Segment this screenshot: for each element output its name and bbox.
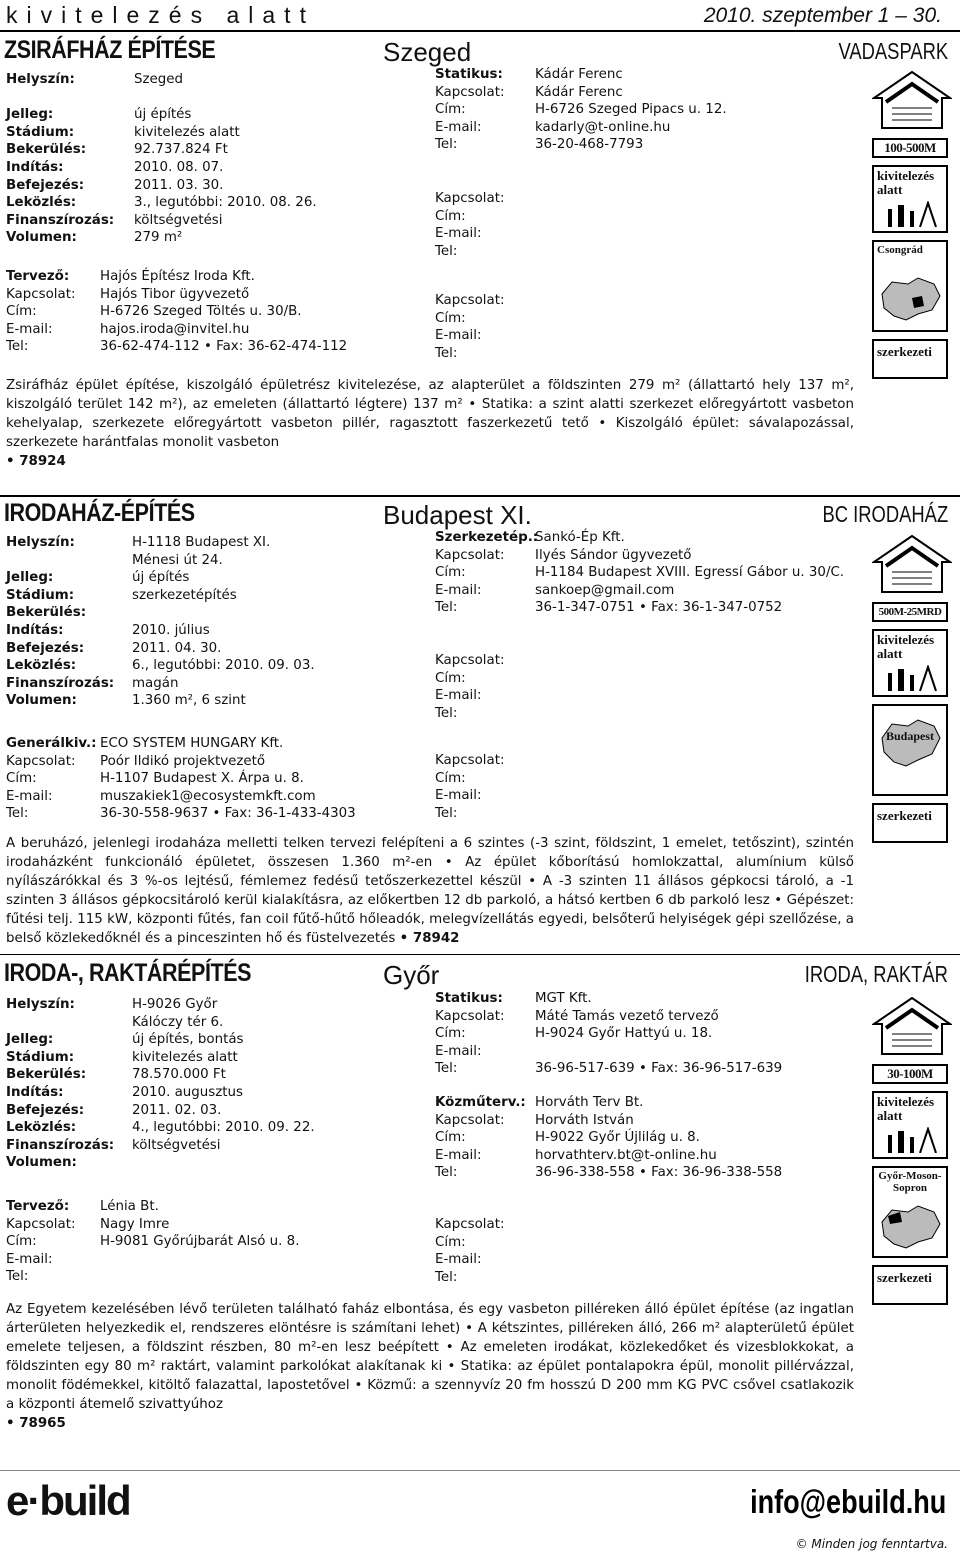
contact-label: Cím:	[435, 1234, 466, 1250]
stage-badge	[872, 165, 948, 233]
detail-value: új építés, bontás	[132, 1032, 244, 1048]
type-badge: szerkezeti	[872, 803, 948, 843]
stage-label: kivitelezés alatt	[877, 1094, 935, 1123]
detail-value: magán	[132, 675, 179, 691]
contact-label: Cím:	[435, 670, 466, 686]
contact-value: Hajós Építész Iroda Kft.	[100, 269, 255, 284]
detail-value: Kálóczy tér 6.	[132, 1014, 224, 1030]
contact-label: Kapcsolat:	[435, 84, 505, 100]
detail-label: Befejezés:	[6, 640, 85, 656]
contact-value: H-9022 Győr Újlilág u. 8.	[535, 1130, 700, 1146]
detail-label: Befejezés:	[6, 177, 85, 193]
stage-label: kivitelezés alatt	[877, 632, 935, 661]
project-description	[6, 376, 854, 471]
project-tag: VADASPARK	[838, 38, 948, 64]
detail-value: kivitelezés alatt	[132, 1049, 238, 1065]
contact-value: Nagy Imre	[100, 1216, 170, 1232]
badge-column	[872, 532, 952, 850]
detail-value: 2010. július	[132, 622, 210, 638]
region-badge	[872, 1166, 948, 1258]
contact-label: E-mail:	[435, 688, 482, 704]
detail-label: Finanszírozás:	[6, 212, 115, 228]
contact-label: Tervező:	[6, 269, 70, 284]
detail-value: költségvetési	[132, 1137, 221, 1153]
region-badge	[872, 240, 948, 332]
contact-label: Kapcsolat:	[6, 1216, 76, 1232]
project-title: ZSIRÁFHÁZ ÉPÍTÉSE	[4, 36, 216, 64]
contact-label: Cím:	[6, 771, 37, 787]
size-badge: 100-500M	[872, 138, 948, 158]
detail-value: 3., legutóbbi: 2010. 08. 26.	[134, 195, 317, 211]
detail-label: Stádium:	[6, 587, 75, 603]
contact-value: 36-96-338-558 • Fax: 36-96-338-558	[535, 1165, 783, 1181]
contact-value: Sankó-Ép Kft.	[535, 530, 625, 545]
region-label: Csongrád	[877, 244, 923, 256]
contact-value: sankoep@gmail.com	[535, 582, 675, 598]
detail-value: 2011. 04. 30.	[132, 640, 222, 656]
contact-label: Cím:	[435, 208, 466, 224]
stage-badge	[872, 629, 948, 697]
detail-value: szerkezetépítés	[132, 587, 237, 603]
contact-block	[435, 1094, 782, 1182]
contact-value: H-6726 Szeged Pipacs u. 12.	[535, 102, 727, 118]
contact-block	[435, 529, 844, 617]
section-divider	[0, 954, 960, 955]
contact-value: 36-96-517-639 • Fax: 36-96-517-639	[535, 1061, 783, 1077]
contact-label: Cím:	[435, 102, 466, 118]
contact-label: Statikus:	[435, 67, 503, 82]
contact-label: E-mail:	[435, 1252, 482, 1268]
detail-label: Helyszín:	[6, 535, 75, 550]
contact-block	[6, 1198, 299, 1286]
contact-label: Tel:	[435, 600, 458, 616]
project-city: Budapest XI.	[383, 500, 532, 530]
contact-label: Kapcsolat:	[435, 653, 505, 668]
project-tag: IRODA, RAKTÁR	[804, 961, 948, 987]
contact-label: Tel:	[435, 1269, 458, 1285]
reference-number: • 78965	[6, 1416, 66, 1431]
detail-label: Finanszírozás:	[6, 1137, 115, 1153]
contact-value: muszakiek1@ecosystemkft.com	[100, 788, 316, 804]
detail-value: 2010. augusztus	[132, 1084, 243, 1100]
contact-block	[435, 292, 535, 362]
contact-label: Generálkiv.:	[6, 736, 97, 751]
contact-block	[435, 752, 535, 822]
detail-label: Bekerülés:	[6, 605, 87, 621]
contact-value: 36-62-474-112 • Fax: 36-62-474-112	[100, 339, 348, 355]
contact-value: H-9024 Győr Hattyú u. 18.	[535, 1026, 713, 1042]
detail-label: Leközlés:	[6, 1120, 77, 1136]
detail-label: Indítás:	[6, 1084, 64, 1100]
section-divider	[0, 495, 960, 497]
project-description	[6, 1300, 854, 1433]
stage-badge	[872, 1091, 948, 1159]
contact-label: Kapcsolat:	[435, 293, 505, 308]
contact-label: Cím:	[435, 770, 466, 786]
contact-label: Cím:	[435, 1130, 466, 1146]
detail-label: Bekerülés:	[6, 1067, 87, 1083]
header-date: 2010. szeptember 1 – 30.	[703, 4, 942, 27]
contact-label: E-mail:	[6, 321, 53, 337]
contact-label: Statikus:	[435, 991, 503, 1006]
contact-label: Tervező:	[6, 1199, 70, 1214]
copyright-notice: © Minden jog fenntartva.	[795, 1537, 948, 1551]
detail-value: új építés	[132, 570, 190, 586]
contact-label: Tel:	[6, 339, 29, 355]
detail-label: Leközlés:	[6, 658, 77, 674]
project-tag: BC IRODAHÁZ	[822, 501, 948, 527]
header-rule	[0, 30, 960, 32]
contact-value: MGT Kft.	[535, 991, 592, 1006]
contact-value: H-9081 Győrújbarát Alsó u. 8.	[100, 1234, 300, 1250]
region-label: Budapest	[885, 729, 935, 743]
house-icon	[872, 994, 952, 1104]
region-label: Győr-Moson-Sopron	[878, 1170, 942, 1194]
contact-value: ECO SYSTEM HUNGARY Kft.	[100, 736, 284, 751]
contact-label: Tel:	[6, 1269, 29, 1285]
project-details	[6, 996, 315, 1172]
detail-value: Ménesi út 24.	[132, 552, 223, 568]
contact-label: Kapcsolat:	[6, 286, 76, 302]
contact-label: Kapcsolat:	[435, 1008, 505, 1024]
detail-value: 78.570.000 Ft	[132, 1067, 226, 1083]
contact-value: H-6726 Szeged Töltés u. 30/B.	[100, 304, 302, 320]
detail-label: Jelleg:	[6, 1032, 54, 1048]
contact-label: E-mail:	[6, 1251, 53, 1267]
contact-label: E-mail:	[435, 1147, 482, 1163]
detail-label: Helyszín:	[6, 72, 75, 87]
stage-label: kivitelezés alatt	[877, 168, 935, 197]
type-badge: szerkezeti	[872, 1265, 948, 1305]
detail-label: Indítás:	[6, 622, 64, 638]
contact-block	[435, 990, 782, 1078]
contact-value: Lénia Bt.	[100, 1199, 159, 1214]
project-city: Szeged	[383, 37, 472, 67]
contact-value: 36-1-347-0751 • Fax: 36-1-347-0752	[535, 600, 783, 616]
detail-label: Stádium:	[6, 124, 75, 140]
detail-value: 2011. 03. 30.	[134, 177, 224, 193]
detail-value: H-1118 Budapest XI.	[132, 535, 271, 550]
detail-value: 4., legutóbbi: 2010. 09. 22.	[132, 1120, 315, 1136]
detail-value: 6., legutóbbi: 2010. 09. 03.	[132, 658, 315, 674]
detail-value: 279 m²	[134, 230, 183, 246]
description-text: Az Egyetem kezelésében lévő területen található faház elbontása, és egy vasbeton pilléreken álló épület építése (az ingatlan árterületen helyezkedik el, rendszeres elöntésre is számítani lehet) • A kétszintes, pilléreken álló, 266 m² alapterületű épület emelete teljesen, a földszint részben, 80 m²-en lesz beépített • Az emeleten irodákat, közlekedőket és vizesblokkokat, a földszinten egy 80 m² raktárt, valamint parkolókat alakítanak ki • Statika: az épület pontalapokra épül, monolit pillérvázzal, monolit födémekkel, kitöltő falazattal, lapostetővel • Közmű: a szennyvíz 20 fm hosszú D 200 mm KG PVC csővel csatlakozik a központi átemelő szivattyúhoz	[6, 1302, 854, 1412]
contact-label: E-mail:	[435, 582, 482, 598]
contact-value: Horváth István	[535, 1112, 634, 1128]
contact-value: Poór Ildikó projektvezető	[100, 753, 266, 769]
contact-label: E-mail:	[435, 1043, 482, 1059]
contact-label: Tel:	[435, 345, 458, 361]
contact-value: Máté Tamás vezető tervező	[535, 1008, 719, 1024]
contact-value: 36-20-468-7793	[535, 137, 644, 153]
contact-value: Hajós Tibor ügyvezető	[100, 286, 250, 302]
contact-label: E-mail:	[6, 788, 53, 804]
description-text: Zsiráfház épület építése, kiszolgáló épületrész kivitelezése, az alapterület a földszinten 279 m² (állattartó hely 137 m², kiszolgáló terület 142 m²), az emeleten (állattartó légtere) 137 m² • Statika: a szint alatti szerkezet előregyártott vasbeton kehelyalap, szerkezete előregyártott vasbeton pillér, ragasztott faszerkezetű tető • Kiszolgáló épület: sávalapozással, szerkezete harántfalas monolit vasbeton	[6, 378, 854, 450]
footer-divider	[0, 1470, 960, 1471]
region-badge	[872, 704, 948, 796]
contact-label: Tel:	[435, 705, 458, 721]
detail-value: Szeged	[134, 72, 184, 87]
contact-label: E-mail:	[435, 328, 482, 344]
detail-label: Leközlés:	[6, 195, 77, 211]
detail-value: 1.360 m², 6 szint	[132, 693, 246, 709]
contact-label: Kapcsolat:	[435, 191, 505, 206]
contact-label: Közműterv.:	[435, 1095, 526, 1110]
detail-label: Befejezés:	[6, 1102, 85, 1118]
header-status: kivitelezés alatt	[6, 2, 315, 28]
detail-label: Bekerülés:	[6, 142, 87, 158]
contact-label: Tel:	[435, 805, 458, 821]
detail-label: Stádium:	[6, 1049, 75, 1065]
detail-label: Finanszírozás:	[6, 675, 115, 691]
contact-value: Kádár Ferenc	[535, 67, 623, 82]
contact-block	[435, 66, 727, 154]
detail-value: 2010. 08. 07.	[134, 159, 224, 175]
contact-label: E-mail:	[435, 788, 482, 804]
detail-value: 2011. 02. 03.	[132, 1102, 222, 1118]
reference-number: • 78942	[399, 931, 460, 946]
house-icon	[872, 532, 952, 642]
contact-value: horvathterv.bt@t-online.hu	[535, 1147, 717, 1163]
detail-label: Volumen:	[6, 1155, 77, 1171]
detail-value: H-9026 Győr	[132, 997, 218, 1012]
contact-label: Kapcsolat:	[435, 753, 505, 768]
contact-label: Cím:	[435, 310, 466, 326]
project-description	[6, 834, 854, 948]
detail-label: Jelleg:	[6, 107, 54, 123]
contact-email-link[interactable]: info@ebuild.hu	[749, 1483, 946, 1520]
contact-label: Tel:	[435, 1165, 458, 1181]
project-title: IRODA-, RAKTÁRÉPÍTÉS	[4, 959, 252, 987]
badge-column	[872, 994, 952, 1312]
contact-block	[435, 1216, 535, 1286]
type-badge: szerkezeti	[872, 339, 948, 379]
contact-block	[6, 268, 347, 356]
contact-block	[435, 190, 535, 260]
contact-value: H-1107 Budapest X. Árpa u. 8.	[100, 771, 304, 787]
detail-value: 92.737.824 Ft	[134, 142, 228, 158]
project-title: IRODAHÁZ-ÉPÍTÉS	[4, 499, 195, 527]
contact-label: E-mail:	[435, 226, 482, 242]
contact-label: Cím:	[435, 1026, 466, 1042]
contact-label: Tel:	[435, 1061, 458, 1077]
contact-value: H-1184 Budapest XVIII. Egressí Gábor u. 30/C.	[535, 565, 845, 581]
contact-label: E-mail:	[435, 119, 482, 135]
description-text: A beruházó, jelenlegi irodaháza melletti telken tervezi felépíteni a 6 szintes (-3 szint, földszint, 1 emelet, tetőszint), szintén irodaházként funkcionáló épületet, összesen 1.360 m²-en • Az épület kőborítású homlokzattal, alumínium külső nyílászárókkal és 3 %-os lejtésű, fémlemez fedésű tetőszerkezettel készül • A -3 szinten 11 állásos gépkocsi tároló, a -1 szinten 3 állásos gépkocsitároló kerül kialakításra, az előkertben 12 db parkoló, a hátsó kertben 6 db parkoló lesz • Gépészet: fűtési telj. 115 kW, központi fűtés, fan coil fűtő-hűtő hőleadók, melegvízellátás egyedi, belsőterű helyiségek gépi szellőzése, a belső közlekedőknél és a pinceszinten hő és füstelvezetés	[6, 836, 854, 946]
contact-label: Kapcsolat:	[435, 1112, 505, 1128]
contact-value: Horváth Terv Bt.	[535, 1095, 644, 1110]
ebuild-logo: e·build	[6, 1477, 130, 1524]
size-badge: 500M-25MRD	[872, 602, 948, 622]
project-details	[6, 71, 317, 247]
contact-label: Cím:	[6, 1234, 37, 1250]
detail-label: Helyszín:	[6, 997, 75, 1012]
contact-label: Tel:	[435, 137, 458, 153]
contact-value: 36-30-558-9637 • Fax: 36-1-433-4303	[100, 806, 356, 822]
project-details	[6, 534, 315, 710]
detail-label	[6, 1014, 132, 1032]
contact-label: Kapcsolat:	[435, 1217, 505, 1232]
detail-label: Jelleg:	[6, 570, 54, 586]
contact-label: Tel:	[435, 243, 458, 259]
detail-value: kivitelezés alatt	[134, 124, 240, 140]
size-badge: 30-100M	[872, 1064, 948, 1084]
contact-label: Cím:	[6, 304, 37, 320]
project-city: Győr	[383, 960, 440, 990]
detail-label: Volumen:	[6, 230, 77, 246]
contact-block	[6, 735, 356, 823]
house-icon	[872, 68, 952, 178]
contact-label: Tel:	[6, 806, 29, 822]
contact-value: Kádár Ferenc	[535, 84, 623, 100]
contact-block	[435, 652, 535, 722]
contact-value: kadarly@t-online.hu	[535, 119, 671, 135]
contact-label: Kapcsolat:	[435, 547, 505, 563]
reference-number: • 78924	[6, 454, 66, 469]
badge-column	[872, 68, 952, 386]
contact-label: Cím:	[435, 565, 466, 581]
contact-label: Kapcsolat:	[6, 753, 76, 769]
contact-value: hajos.iroda@invitel.hu	[100, 321, 250, 337]
contact-label: Szerkezetép.:	[435, 530, 539, 545]
contact-value: Ilyés Sándor ügyvezető	[535, 547, 692, 563]
detail-label	[6, 552, 132, 570]
detail-label	[6, 89, 134, 107]
detail-value: költségvetési	[134, 212, 223, 228]
detail-label: Volumen:	[6, 693, 77, 709]
detail-value: új építés	[134, 107, 192, 123]
detail-label: Indítás:	[6, 159, 64, 175]
